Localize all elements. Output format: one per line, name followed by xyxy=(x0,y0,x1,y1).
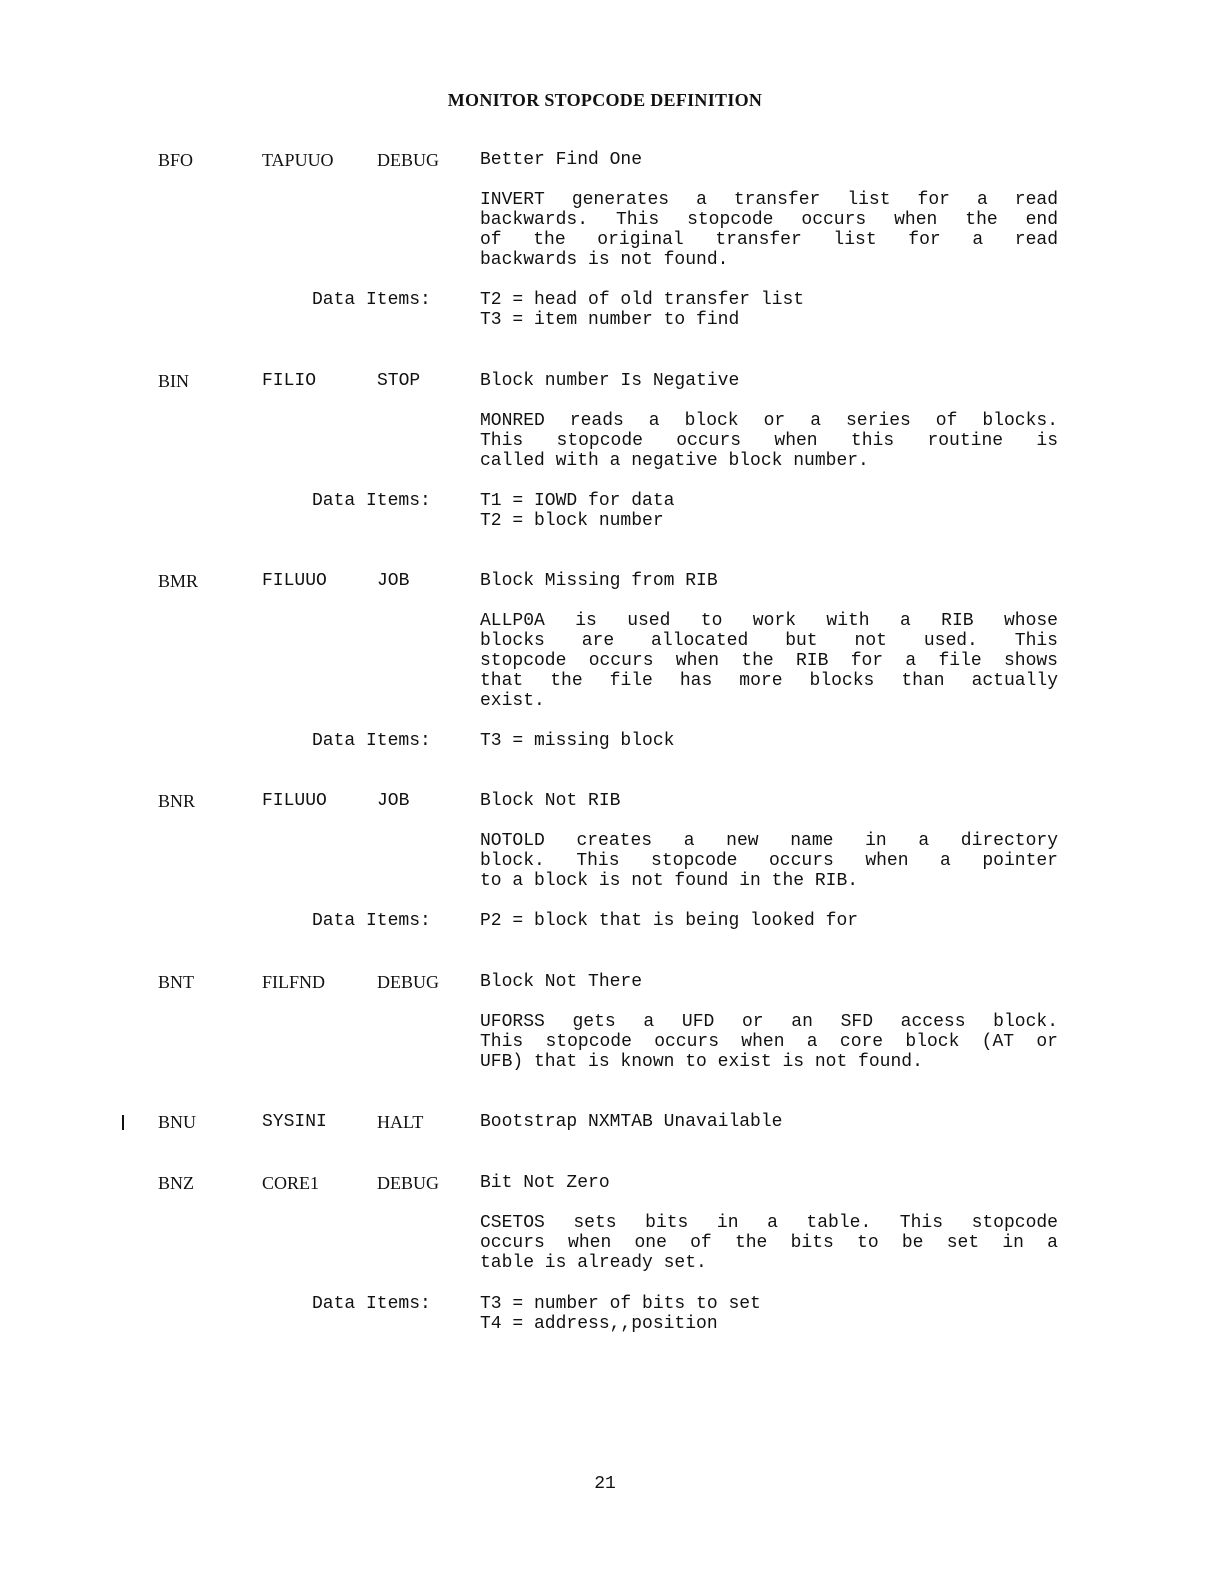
data-items-label: Data Items: xyxy=(312,290,431,310)
description-line: MONRED reads a block or a series of blocks. xyxy=(480,411,1058,431)
stopcode-module: FILFND xyxy=(262,972,326,992)
description-line: occurs when one of the bits to be set in a xyxy=(480,1233,1058,1253)
stopcode-name: Block number Is Negative xyxy=(480,371,740,391)
data-item: T4 = address,,position xyxy=(480,1314,718,1334)
description-line: of the original transfer list for a read xyxy=(480,230,1058,250)
data-items-label: Data Items: xyxy=(312,1294,431,1314)
stopcode-description xyxy=(480,190,1058,270)
data-item: P2 = block that is being looked for xyxy=(480,911,859,931)
page-number: 21 xyxy=(594,1474,616,1494)
stopcode-type: DEBUG xyxy=(377,972,439,992)
data-item: T1 = IOWD for data xyxy=(480,491,675,511)
data-items-label: Data Items: xyxy=(312,731,431,751)
stopcode-code: BMR xyxy=(158,571,199,591)
data-items-list xyxy=(480,911,858,931)
stopcode-type: STOP xyxy=(377,371,421,391)
data-item: T3 = item number to find xyxy=(480,310,740,330)
stopcode-type: JOB xyxy=(377,571,410,591)
stopcode-name: Block Not RIB xyxy=(480,791,621,811)
description-line: block. This stopcode occurs when a pointer xyxy=(480,851,1058,871)
data-items-list xyxy=(480,731,674,751)
stopcode-code: BIN xyxy=(158,371,189,391)
stopcode-code: BNR xyxy=(158,791,196,811)
stopcode-type: JOB xyxy=(377,791,410,811)
description-line: UFORSS gets a UFD or an SFD access block. xyxy=(480,1012,1058,1032)
description-line: NOTOLD creates a new name in a directory xyxy=(480,831,1058,851)
description-line: INVERT generates a transfer list for a read xyxy=(480,190,1058,210)
stopcode-type: DEBUG xyxy=(377,150,439,170)
description-line: to a block is not found in the RIB. xyxy=(480,871,859,891)
data-items-list xyxy=(480,1294,761,1334)
stopcode-name: Bootstrap NXMTAB Unavailable xyxy=(480,1112,783,1132)
stopcode-name: Better Find One xyxy=(480,150,643,170)
data-item: T3 = number of bits to set xyxy=(480,1294,761,1314)
stopcode-name: Block Missing from RIB xyxy=(480,571,718,591)
stopcode-name: Bit Not Zero xyxy=(480,1173,610,1193)
stopcode-description xyxy=(480,411,1058,471)
description-line: This stopcode occurs when a core block (AT or xyxy=(480,1032,1058,1052)
stopcode-name: Block Not There xyxy=(480,972,643,992)
data-items-label: Data Items: xyxy=(312,491,431,511)
stopcode-module: CORE1 xyxy=(262,1173,320,1193)
data-item: T3 = missing block xyxy=(480,731,675,751)
description-line: This stopcode occurs when this routine is xyxy=(480,431,1058,451)
description-line: stopcode occurs when the RIB for a file shows xyxy=(480,651,1058,671)
stopcode-description xyxy=(480,611,1058,711)
data-items-label: Data Items: xyxy=(312,911,431,931)
description-line: backwards. This stopcode occurs when the end xyxy=(480,210,1058,230)
data-item: T2 = block number xyxy=(480,511,664,531)
stopcode-module: FILUUO xyxy=(262,791,327,811)
data-item: T2 = head of old transfer list xyxy=(480,290,805,310)
description-line: that the file has more blocks than actually xyxy=(480,671,1058,691)
stopcode-module: SYSINI xyxy=(262,1112,327,1132)
stopcode-code: BNT xyxy=(158,972,194,992)
description-line: backwards is not found. xyxy=(480,250,729,270)
description-line: UFB) that is known to exist is not found. xyxy=(480,1052,923,1072)
stopcode-description xyxy=(480,1012,1058,1072)
stopcode-description xyxy=(480,831,1058,891)
stopcode-code: BFO xyxy=(158,150,194,170)
data-items-list xyxy=(480,290,804,330)
stopcode-type: HALT xyxy=(377,1112,424,1132)
description-line: exist. xyxy=(480,691,545,711)
stopcode-code: BNZ xyxy=(158,1173,194,1193)
stopcode-code: BNU xyxy=(158,1112,197,1132)
page-title: MONITOR STOPCODE DEFINITION xyxy=(447,90,763,110)
data-items-list xyxy=(480,491,674,531)
description-line: table is already set. xyxy=(480,1253,707,1273)
stopcode-module: TAPUUO xyxy=(262,150,334,170)
change-bar xyxy=(122,1115,124,1130)
stopcode-module: FILIO xyxy=(262,371,317,391)
description-line: ALLP0A is used to work with a RIB whose xyxy=(480,611,1058,631)
stopcode-description xyxy=(480,1213,1058,1273)
stopcode-type: DEBUG xyxy=(377,1173,439,1193)
description-line: CSETOS sets bits in a table. This stopcode xyxy=(480,1213,1058,1233)
stopcode-module: FILUUO xyxy=(262,571,327,591)
description-line: called with a negative block number. xyxy=(480,451,869,471)
description-line: blocks are allocated but not used. This xyxy=(480,631,1058,651)
